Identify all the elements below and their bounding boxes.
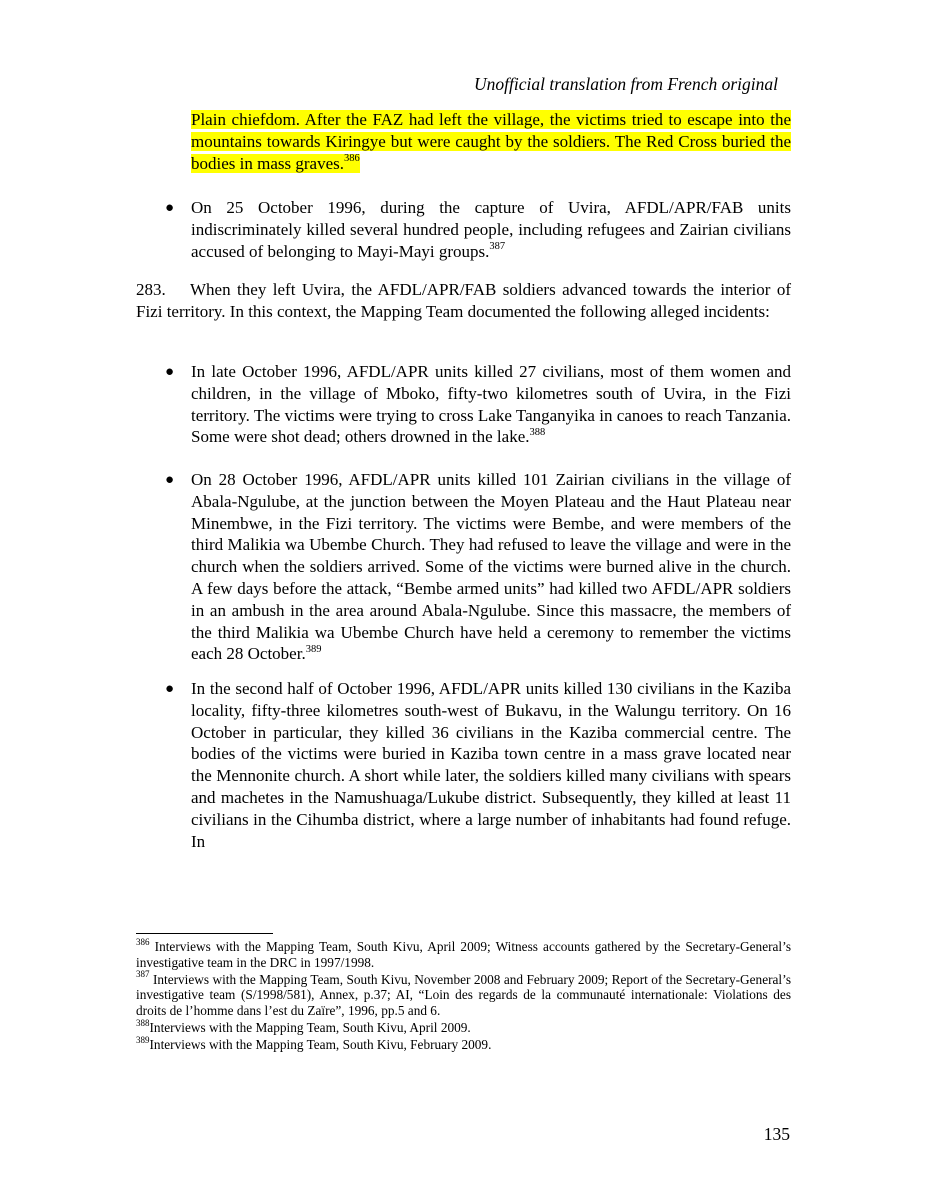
footnotes <box>136 936 791 1055</box>
bullet-kaziba <box>191 678 791 852</box>
footnote-388 <box>136 1017 791 1036</box>
footnote-number: 387 <box>136 969 150 980</box>
footnote-number: 388 <box>136 1017 150 1028</box>
footnote-text: Interviews with the Mapping Team, South Kivu, November 2008 and February 2009; Report of the Secretary-General’s investigative team (S/1998/581), Annex, p.37; AI, “Loin des regards de la communauté internationale: Violations des droits de l’homme dans l’est du Zaïre”, 1996, pp.5 and 6. <box>136 971 791 1018</box>
footnote-text: Interviews with the Mapping Team, South Kivu, April 2009; Witness accounts gathered by the Secretary-General’s investigative team in the DRC in 1997/1998. <box>136 939 791 970</box>
footnote-separator <box>136 933 273 934</box>
footnote-ref: 389 <box>305 643 322 655</box>
bullet-marker: ● <box>165 200 175 216</box>
translation-note-header: Unofficial translation from French original <box>474 74 778 94</box>
footnote-number: 386 <box>136 936 150 947</box>
footnote-386 <box>136 936 791 970</box>
bullet-mboko <box>191 361 791 448</box>
footnote-text: Interviews with the Mapping Team, South Kivu, February 2009. <box>149 1037 492 1053</box>
footnote-text: Interviews with the Mapping Team, South Kivu, April 2009. <box>149 1020 471 1036</box>
bullet-text: In the second half of October 1996, AFDL/APR units killed 130 civilians in the Kaziba locality, fifty-three kilometres south-west of Bukavu, in the Walungu territory. On 16 October in particular, they killed 36 civilians in the Kaziba commercial centre. The bodies of the victims were buried in Kaziba town centre in a mass grave located near the Mennonite church. A short while later, the soldiers killed many civilians with spears and machetes in the Namushuaga/Lukube district. Subsequently, they killed at least 11 civilians in the Cihumba district, where a large number of inhabitants had found refuge. In <box>191 679 791 851</box>
paragraph-283 <box>136 279 791 323</box>
footnote-ref: 386 <box>343 152 360 164</box>
paragraph-text: When they left Uvira, the AFDL/APR/FAB soldiers advanced towards the interior of Fizi territory. In this context, the Mapping Team documented the following alleged incidents: <box>136 280 791 321</box>
footnote-387 <box>136 969 791 1019</box>
continued-paragraph <box>191 109 791 174</box>
bullet-text: In late October 1996, AFDL/APR units killed 27 civilians, most of them women and children, in the village of Mboko, fifty-two kilometres south of Uvira, in the Fizi territory. The victims were trying to cross Lake Tanganyika in canoes to reach Tanzania. Some were shot dead; others drowned in the lake. <box>191 362 791 447</box>
bullet-abala-ngulube <box>191 469 791 665</box>
continued-paragraph-text: Plain chiefdom. After the FAZ had left the village, the victims tried to escape into the mountains towards Kiringye but were caught by the soldiers. The Red Cross buried the bodies in mass graves. <box>191 110 791 173</box>
footnote-389 <box>136 1034 791 1053</box>
footnote-number: 389 <box>136 1034 150 1045</box>
bullet-marker: ● <box>165 364 175 380</box>
bullet-uvira <box>191 197 791 262</box>
bullet-text: On 25 October 1996, during the capture of Uvira, AFDL/APR/FAB units indiscriminately killed several hundred people, including refugees and Zairian civilians accused of belonging to Mayi-Mayi groups. <box>191 198 791 261</box>
footnote-ref: 388 <box>529 426 546 438</box>
paragraph-number: 283. <box>136 280 166 299</box>
bullet-marker: ● <box>165 681 175 697</box>
footnote-ref: 387 <box>489 240 506 252</box>
highlighted-text <box>191 110 791 173</box>
bullet-text: On 28 October 1996, AFDL/APR units killed 101 Zairian civilians in the village of Abala-Ngulube, at the junction between the Moyen Plateau and the Haut Plateau near Minembwe, in the Fizi territory. The victims were Bembe, and were members of the third Malikia wa Ubembe Church. They had refused to leave the village and were in the church when the soldiers arrived. Some of the victims were burned alive in the church. A few days before the attack, “Bembe armed units” had killed two AFDL/APR soldiers in an ambush in the area around Abala-Ngulube. Since this massacre, the members of the third Malikia wa Ubembe Church have held a ceremony to remember the victims each 28 October. <box>191 470 791 664</box>
page-number: 135 <box>763 1124 790 1144</box>
bullet-marker: ● <box>165 472 175 488</box>
